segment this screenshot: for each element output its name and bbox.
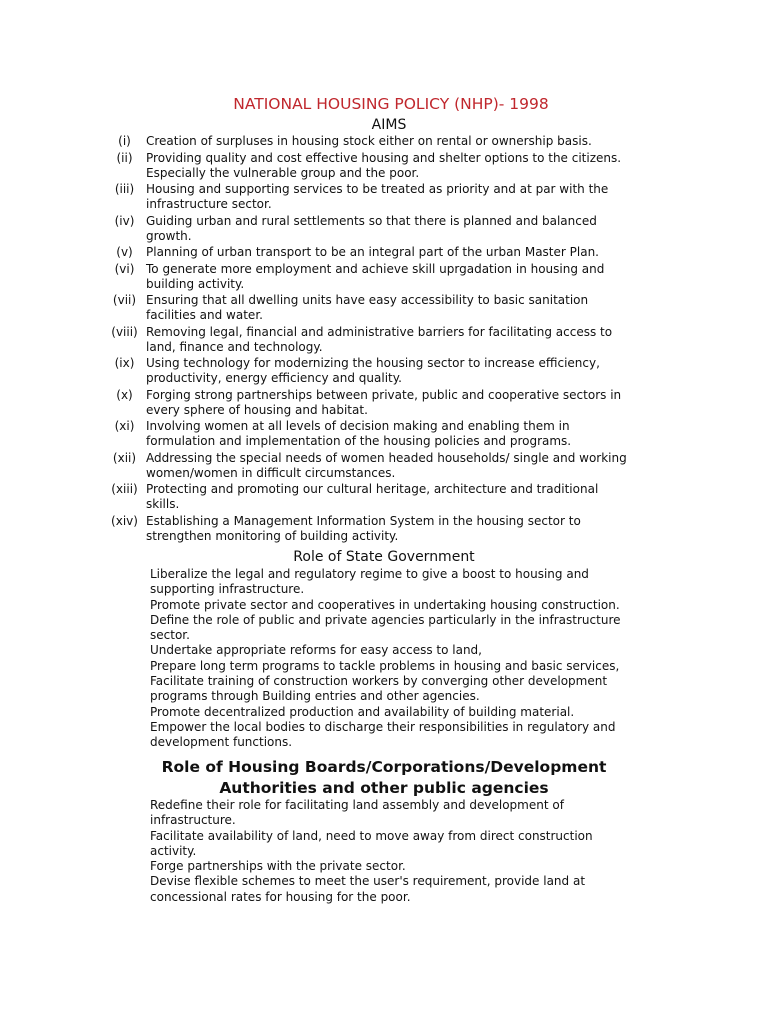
aim-item (0, 325, 768, 355)
aim-number: (xii) (112, 450, 137, 465)
state-government-item: Promote private sector and cooperatives in undertaking housing construction. (150, 597, 620, 612)
aim-item (0, 262, 768, 292)
aim-number: (xi) (114, 419, 135, 433)
aim-text: Ensuring that all dwelling units have easy accessibility to basic sanitation facilities and water. (146, 293, 589, 322)
housing-boards-list (150, 798, 660, 905)
aim-text: Establishing a Management Information System in the housing sector to strengthen monitoring of building activity. (146, 513, 581, 543)
aim-item (0, 151, 768, 181)
aim-number: (ii) (116, 150, 133, 165)
aims-heading: AIMS (371, 117, 407, 133)
aim-text: Removing legal, financial and administrative barriers for facilitating access to land, finance and technology. (146, 324, 613, 354)
aim-item (0, 451, 768, 481)
aim-item (0, 514, 768, 544)
aim-number: (i) (118, 134, 131, 148)
aim-number: (iv) (114, 213, 135, 228)
aims-list (0, 134, 768, 545)
aim-number: (viii) (111, 324, 138, 339)
state-government-item: Liberalize the legal and regulatory regime to give a boost to housing and supporting infrastructure. (150, 567, 589, 597)
aim-item (0, 419, 768, 449)
aim-text: To generate more employment and achieve skill uprgadation in housing and building activity. (146, 261, 605, 291)
housing-boards-item: Redefine their role for facilitating land assembly and development of infrastructure. (150, 798, 564, 828)
aim-item (0, 182, 768, 212)
aim-number: (v) (116, 245, 133, 259)
aim-number: (ix) (114, 356, 135, 370)
document-title: NATIONAL HOUSING POLICY (NHP)- 1998 (233, 95, 549, 113)
state-government-list (150, 567, 660, 751)
aim-text: Housing and supporting services to be treated as priority and at par with the infrastructure sector. (146, 182, 609, 211)
aim-text: Protecting and promoting our cultural heritage, architecture and traditional skills. (146, 482, 599, 511)
aim-item (0, 482, 768, 512)
aim-text: Addressing the special needs of women headed households/ single and working women/women in difficult circumstances. (146, 450, 627, 480)
aim-number: (vi) (114, 261, 135, 276)
aim-number: (xiv) (111, 513, 138, 528)
aim-text: Using technology for modernizing the housing sector to increase efficiency, productivity, energy efficiency and quality. (146, 356, 600, 385)
state-government-item: Promote decentralized production and availability of building material. (150, 704, 575, 719)
housing-boards-item: Devise flexible schemes to meet the user's requirement, provide land at concessional rates for housing for the poor. (150, 874, 586, 904)
aim-text: Planning of urban transport to be an integral part of the urban Master Plan. (146, 245, 599, 259)
state-government-heading: Role of State Government (293, 549, 475, 565)
state-government-item: Empower the local bodies to discharge their responsibilities in regulatory and development functions. (150, 719, 616, 750)
aim-text: Creation of surpluses in housing stock either on rental or ownership basis. (146, 134, 592, 148)
aim-number: (iii) (114, 182, 135, 196)
aim-text: Forging strong partnerships between private, public and cooperative sectors in every sphere of housing and habitat. (146, 387, 622, 417)
aim-item (0, 356, 768, 386)
housing-boards-heading: Role of Housing Boards/Corporations/Development Authorities and other public agencies (161, 758, 607, 797)
aim-item (0, 214, 768, 244)
aim-item (0, 293, 768, 323)
aim-text: Involving women at all levels of decision making and enabling them in formulation and implementation of the housing policies and programs. (146, 419, 572, 448)
aim-number: (x) (116, 387, 133, 402)
aim-number: (vii) (112, 293, 137, 307)
aim-item (0, 388, 768, 418)
housing-boards-item: Forge partnerships with the private sector. (150, 859, 406, 874)
aim-text: Guiding urban and rural settlements so that there is planned and balanced growth. (146, 213, 597, 243)
aim-number: (xiii) (111, 482, 138, 496)
aim-text: Providing quality and cost effective housing and shelter options to the citizens. Especially the vulnerable group and the poor. (146, 150, 622, 180)
state-government-item: Prepare long term programs to tackle problems in housing and basic services, (150, 658, 620, 673)
housing-boards-item: Facilitate availability of land, need to move away from direct construction activity. (150, 828, 593, 858)
state-government-item: Define the role of public and private agencies particularly in the infrastructure sector. (150, 612, 621, 643)
state-government-item: Undertake appropriate reforms for easy access to land, (150, 643, 482, 658)
state-government-item: Facilitate training of construction workers by converging other development programs through Building entries and other agencies. (150, 674, 608, 704)
aim-item (0, 134, 768, 149)
aim-item (0, 245, 768, 260)
